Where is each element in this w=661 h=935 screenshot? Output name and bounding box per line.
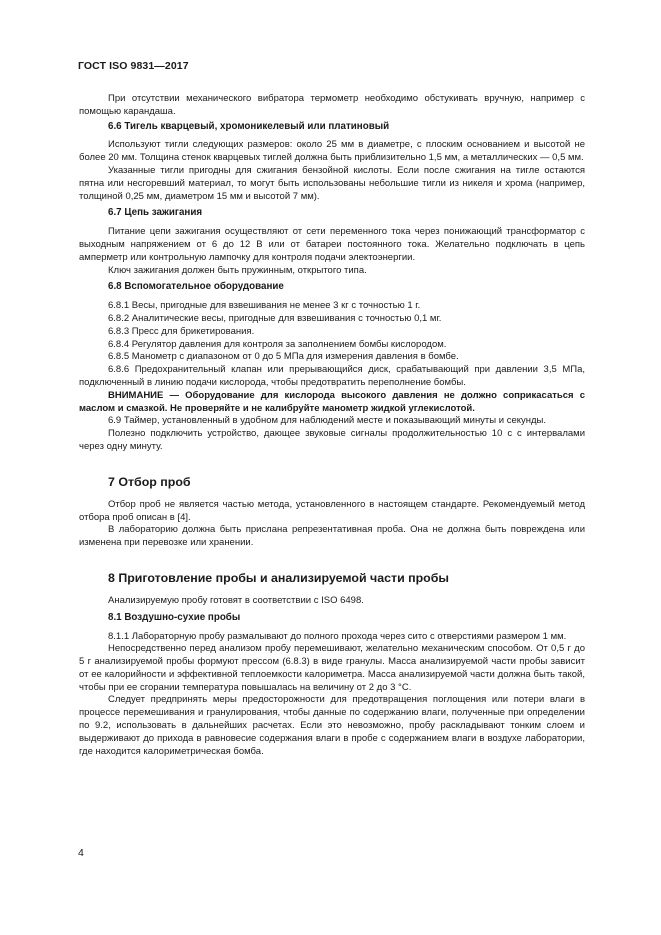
paragraph: Следует предпринять меры предосторожности для предотвращения поглощения или потери влаги в процессе перемешивания и гранулирования, чтобы данные по содержанию влаги, полученные при определении по 9.2, использовать в дальнейших расчетах. Если это невозможно, пробу раскладывают тонким слоем и выдерживают до прихода в равновесие содержания влаги в пробе с содержанием влаги в воздухе лаборатории, где находится калориметрическая бомба. [79, 694, 585, 757]
list-item: 6.8.5 Манометр с диапазоном от 0 до 5 МПа для измерения давления в бомбе. [108, 351, 459, 363]
paragraph: 8.1.1 Лабораторную пробу размалывают до полного прохода через сито с отверстиями размером 1 мм. [108, 630, 567, 642]
paragraph: Указанные тигли пригодны для сжигания бензойной кислоты. Если после сжигания на тигле остаются пятна или несгоревший материал, то могут быть использованы небольшие тигли из никеля и хрома (например, толщиной 0,25 мм, диаметром 15 мм и высотой 7 мм). [79, 164, 585, 202]
list-item: 6.8.3 Пресс для брикетирования. [108, 325, 255, 337]
document-body [79, 93, 585, 758]
page-number: 4 [78, 847, 84, 859]
paragraph: Используют тигли следующих размеров: около 25 мм в диаметре, с плоским основанием и высотой не более 20 мм. Толщина стенок кварцевых тиглей должна быть приблизительно 1,5 мм, а металлических — 0,5 мм. [79, 139, 585, 164]
paragraph: Анализируемую пробу готовят в соответствии с ISO 6498. [108, 594, 364, 606]
list-item: 6.9 Таймер, установленный в удобном для наблюдений месте и показывающий минуты и секунды. [108, 415, 547, 427]
document-header: ГОСТ ISO 9831—2017 [78, 60, 189, 72]
warning-note: ВНИМАНИЕ — Оборудование для кислорода высокого давления не должно соприкасаться с маслом и смазкой. Не проверяйте и не калибруйте манометр жидкой углекислотой. [79, 389, 585, 414]
subsection-heading: 6.7 Цепь зажигания [108, 207, 203, 219]
subsection-heading: 6.8 Вспомогательное оборудование [108, 281, 284, 293]
list-item: 6.8.6 Предохранительный клапан или прерывающийся диск, срабатывающий при давлении 3,5 МПа, подключенный в линию подачи кислорода, чтобы предотвратить переполнение бомбы. [79, 364, 585, 388]
paragraph: При отсутствии механического вибратора термометр необходимо обстукивать вручную, например с помощью карандаша. [79, 93, 585, 117]
list-item: 6.8.1 Весы, пригодные для взвешивания не менее 3 кг с точностью 1 г. [108, 300, 421, 312]
paragraph: Питание цепи зажигания осуществляют от сети переменного тока через понижающий трансформатор с выходным напряжением от 6 до 12 В или от батареи постоянного тока. Желательно подключать в цепь амперметр или контрольную лампочку для контроля подачи электоэнергии. [79, 226, 585, 263]
paragraph: Ключ зажигания должен быть пружинным, открытого типа. [108, 264, 367, 276]
paragraph: В лабораторию должна быть прислана репрезентативная проба. Она не должна быть повреждена или изменена при перевозке или хранении. [79, 524, 585, 549]
section-heading: 7 Отбор проб [108, 474, 191, 489]
list-item: 6.8.2 Аналитические весы, пригодные для взвешивания с точностью 0,1 мг. [108, 312, 442, 324]
subsection-heading: 6.6 Тигель кварцевый, хромоникелевый или платиновый [108, 120, 390, 132]
subsection-heading: 8.1 Воздушно-сухие пробы [108, 611, 241, 623]
list-item: 6.8.4 Регулятор давления для контроля за заполнением бомбы кислородом. [108, 338, 447, 350]
section-heading: 8 Приготовление пробы и анализируемой части пробы [108, 570, 449, 585]
paragraph: Полезно подключить устройство, дающее звуковые сигналы продолжительностью 10 с с интервалами через одну минуту. [79, 428, 585, 452]
paragraph: Отбор проб не является частью метода, установленного в настоящем стандарте. Рекомендуемый метод отбора проб описан в [4]. [79, 498, 585, 523]
paragraph: Непосредственно перед анализом пробу перемешивают, желательно механическим способом. От 0,5 г до 5 г анализируемой пробы формуют прессом (6.8.3) в виде гранулы. Масса анализируемой части пробы зависит от ее калорийности и эффективной теплоемкости калориметра. Масса анализируемой части должна быть такой, чтобы при ее сгорании температура повышалась на величину от 2 до 3 °С. [79, 643, 585, 693]
